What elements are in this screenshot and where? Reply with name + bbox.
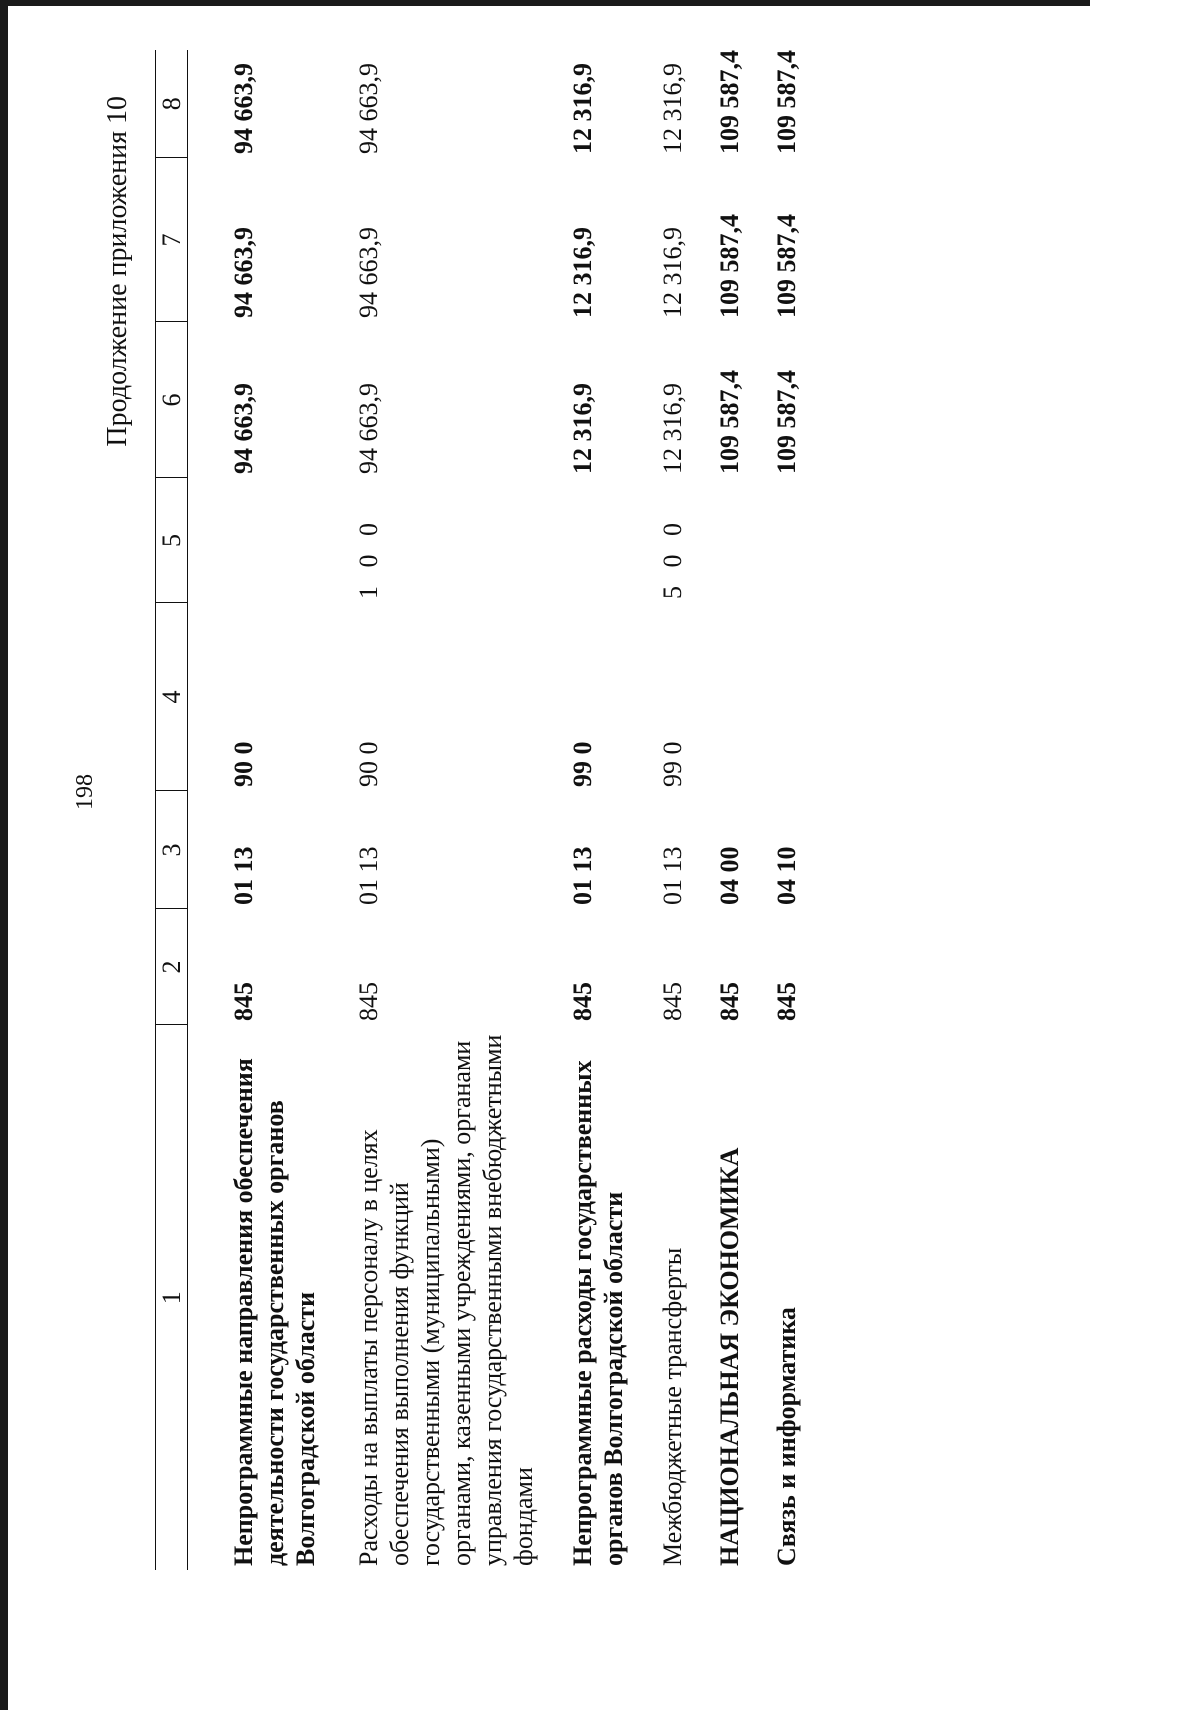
budget-table xyxy=(155,50,802,1570)
column-header-3: 3 xyxy=(156,791,188,909)
cell-col-4: 90 0 xyxy=(229,741,258,787)
column-header-1: 1 xyxy=(156,1025,188,1570)
cell-col-5 xyxy=(688,478,745,603)
cell-col-3: 01 13 xyxy=(658,846,687,905)
row-name: Расходы на выплаты персоналу в целях обеспечения выполнения функций государственными (муниципальными) органами, казенными учреждениями, органами управления государственными внебюджетными фондами xyxy=(354,1034,538,1566)
table-row xyxy=(745,50,802,1570)
cell-col-4: 90 0 xyxy=(354,741,383,787)
cell-col-8: 109 587,4 xyxy=(772,50,801,154)
cell-col-6: 12 316,9 xyxy=(568,383,597,474)
column-header-8: 8 xyxy=(156,50,188,158)
cell-col-2: 845 xyxy=(715,982,744,1021)
cell-col-7: 12 316,9 xyxy=(658,227,687,318)
cell-col-7: 109 587,4 xyxy=(715,214,744,318)
cell-col-6: 109 587,4 xyxy=(715,370,744,474)
cell-col-2: 845 xyxy=(354,982,383,1021)
cell-col-6: 94 663,9 xyxy=(354,383,383,474)
column-number-row xyxy=(156,50,188,1570)
cell-col-4: 99 0 xyxy=(658,741,687,787)
cell-col-7: 94 663,9 xyxy=(229,227,258,318)
row-name: Непрограммные направления обеспечения деятельности государственных органов Волгоградской области xyxy=(229,1058,320,1566)
cell-col-2: 845 xyxy=(229,982,258,1021)
cell-col-2: 845 xyxy=(772,982,801,1021)
row-name: Связь и информатика xyxy=(772,1307,801,1566)
cell-col-5 xyxy=(539,478,629,603)
table-row xyxy=(539,50,629,1570)
column-header-4: 4 xyxy=(156,603,188,791)
row-name: Непрограммные расходы государственных органов Волгоградской области xyxy=(568,1060,628,1566)
cell-col-5 xyxy=(745,478,802,603)
cell-col-3: 04 10 xyxy=(772,846,801,905)
table-row xyxy=(629,50,688,1570)
cell-col-6: 94 663,9 xyxy=(229,383,258,474)
cell-col-8: 12 316,9 xyxy=(658,63,687,154)
cell-col-2: 845 xyxy=(658,982,687,1021)
cell-col-3: 04 00 xyxy=(715,846,744,905)
cell-col-3: 01 13 xyxy=(568,846,597,905)
cell-col-8: 94 663,9 xyxy=(229,63,258,154)
cell-col-2: 845 xyxy=(568,982,597,1021)
table-row xyxy=(321,50,539,1570)
page-number: 198 xyxy=(72,774,98,810)
cell-col-5: 1 0 0 xyxy=(354,517,383,599)
cell-col-3: 01 13 xyxy=(229,846,258,905)
column-header-7: 7 xyxy=(156,158,188,322)
column-header-6: 6 xyxy=(156,322,188,478)
cell-col-6: 109 587,4 xyxy=(772,370,801,474)
table-row xyxy=(688,50,745,1570)
cell-col-8: 12 316,9 xyxy=(568,63,597,154)
cell-col-8: 94 663,9 xyxy=(354,63,383,154)
cell-col-8: 109 587,4 xyxy=(715,50,744,154)
row-name: НАЦИОНАЛЬНАЯ ЭКОНОМИКА xyxy=(715,1147,744,1566)
cell-col-4 xyxy=(688,603,745,791)
cell-col-7: 12 316,9 xyxy=(568,227,597,318)
column-header-2: 2 xyxy=(156,909,188,1025)
table-row xyxy=(188,50,322,1570)
cell-col-7: 109 587,4 xyxy=(772,214,801,318)
column-header-5: 5 xyxy=(156,478,188,603)
cell-col-3: 01 13 xyxy=(354,846,383,905)
cell-col-4 xyxy=(745,603,802,791)
continuation-header: Продолжение приложения 10 xyxy=(102,96,133,447)
cell-col-4: 99 0 xyxy=(568,741,597,787)
cell-col-7: 94 663,9 xyxy=(354,227,383,318)
cell-col-5: 5 0 0 xyxy=(658,517,687,599)
cell-col-5 xyxy=(188,478,322,603)
cell-col-6: 12 316,9 xyxy=(658,383,687,474)
row-name: Межбюджетные трансферты xyxy=(658,1247,687,1566)
